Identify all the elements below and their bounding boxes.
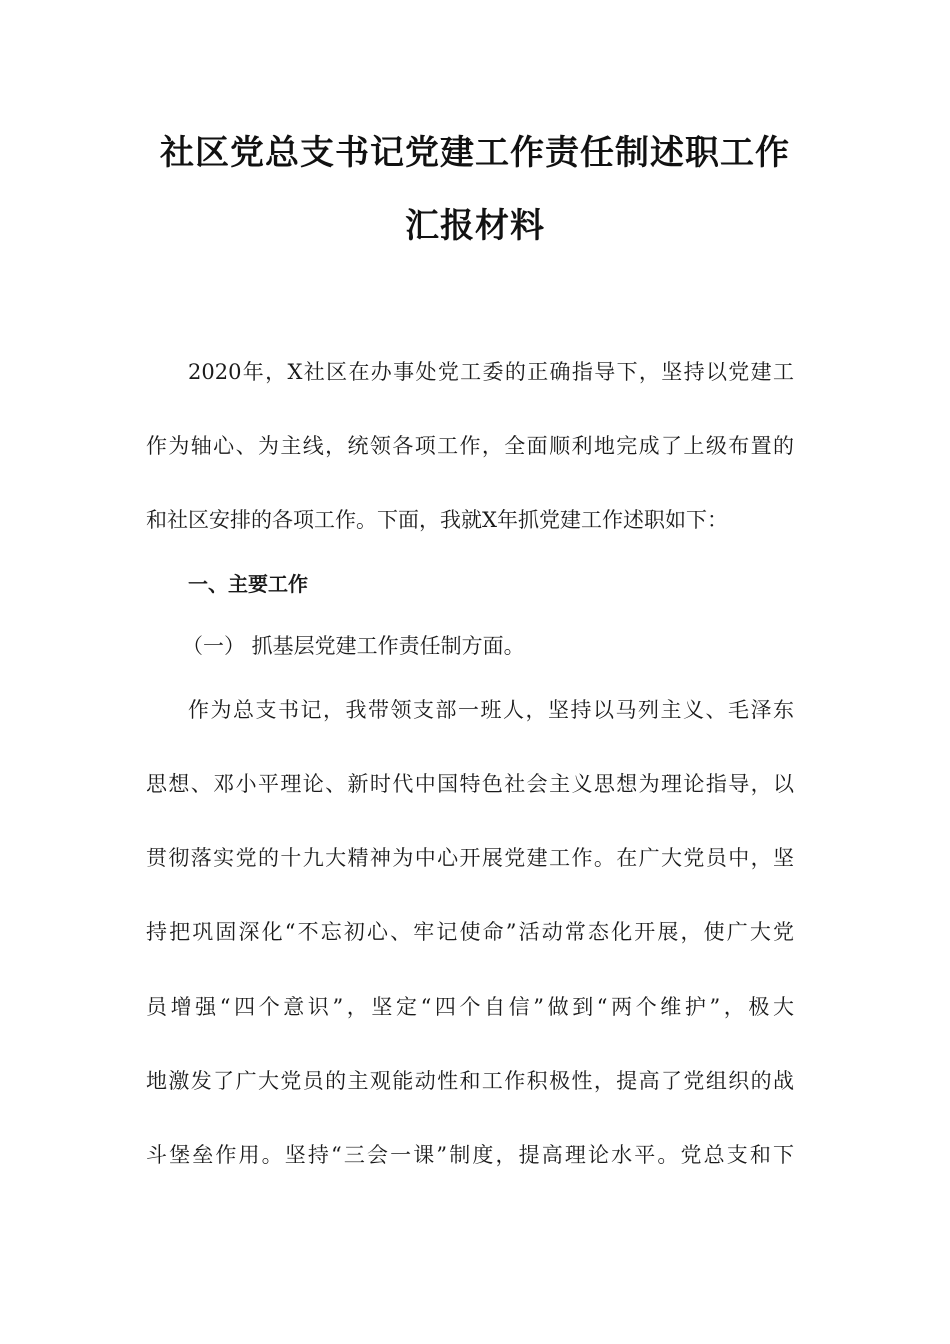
paragraph-line: 斗堡垒作用。坚持“三会一课”制度，提高理论水平。党总支和下 — [146, 1143, 794, 1167]
paragraph-line: 持把巩固深化“不忘初心、牢记使命”活动常态化开展，使广大党 — [146, 920, 794, 944]
paragraph-line: 贯彻落实党的十九大精神为中心开展党建工作。在广大党员中，坚 — [146, 846, 794, 870]
section-heading: 一、主要工作 — [188, 572, 308, 596]
paragraph-line: 作为总支书记，我带领支部一班人，坚持以马列主义、毛泽东 — [188, 698, 794, 722]
paragraph-line: 2020年，X社区在办事处党工委的正确指导下，坚持以党建工 — [188, 360, 794, 384]
paragraph-line: 地激发了广大党员的主观能动性和工作积极性，提高了党组织的战 — [146, 1069, 794, 1093]
paragraph-line: 和社区安排的各项工作。下面，我就X年抓党建工作述职如下： — [146, 508, 728, 532]
subsection-heading: （一） 抓基层党建工作责任制方面。 — [182, 634, 525, 658]
paragraph-line: 思想、邓小平理论、新时代中国特色社会主义思想为理论指导，以 — [146, 772, 794, 796]
paragraph-line: 作为轴心、为主线，统领各项工作，全面顺利地完成了上级布置的 — [146, 434, 794, 458]
document-title-line-2: 汇报材料 — [405, 206, 545, 246]
paragraph-line: 员增强“四个意识”，坚定“四个自信”做到“两个维护”，极大 — [146, 995, 794, 1019]
document-title-line-1: 社区党总支书记党建工作责任制述职工作 — [160, 133, 790, 173]
